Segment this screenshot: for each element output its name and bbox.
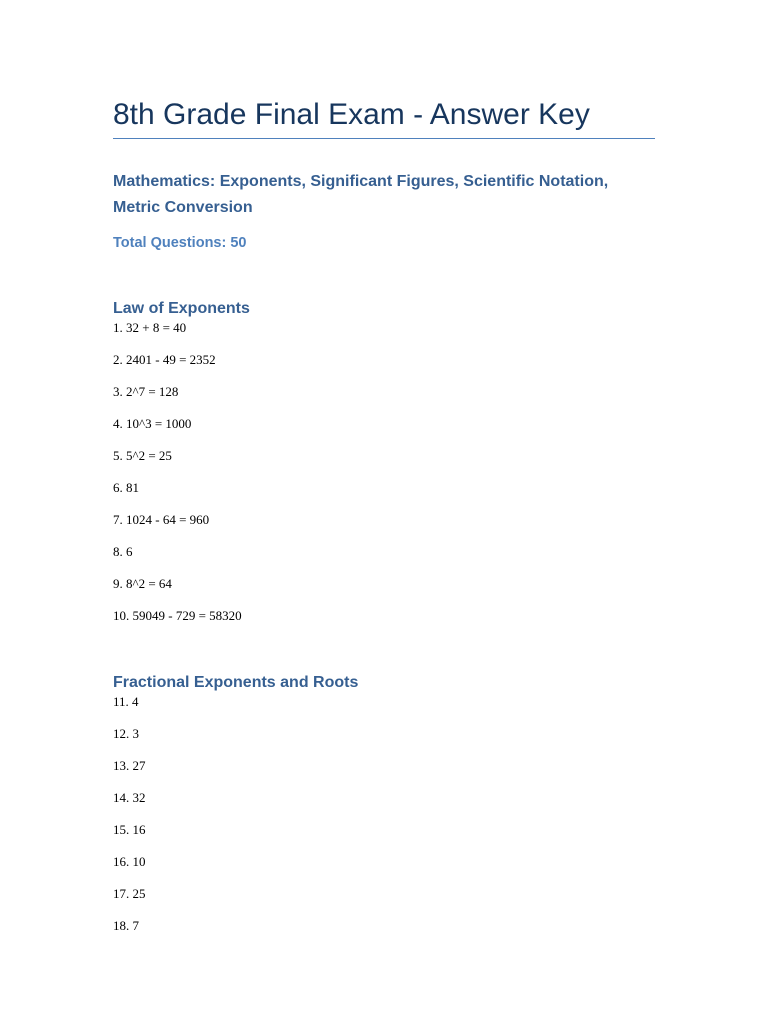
answer-item: 12. 3 <box>113 726 139 741</box>
answer-item: 14. 32 <box>113 790 146 805</box>
answer-item: 7. 1024 - 64 = 960 <box>113 512 210 527</box>
document-subtitle: Mathematics: Exponents, Significant Figures, Scientific Notation, Metric Conversion <box>113 173 609 216</box>
answer-list <box>113 320 655 640</box>
answer-list <box>113 694 655 950</box>
answer-item: 17. 25 <box>113 886 146 901</box>
section-heading: Fractional Exponents and Roots <box>113 674 359 691</box>
answer-item: 1. 32 + 8 = 40 <box>113 320 187 335</box>
answer-item: 15. 16 <box>113 822 146 837</box>
answer-item: 5. 5^2 = 25 <box>113 448 172 463</box>
section-heading: Law of Exponents <box>113 300 250 317</box>
answer-item: 6. 81 <box>113 480 139 495</box>
answer-item: 3. 2^7 = 128 <box>113 384 179 399</box>
answer-item: 18. 7 <box>113 918 139 933</box>
answer-item: 4. 10^3 = 1000 <box>113 416 192 431</box>
section-law-of-exponents <box>113 298 655 640</box>
answer-item: 9. 8^2 = 64 <box>113 576 172 591</box>
total-questions: Total Questions: 50 <box>113 235 247 251</box>
answer-item: 8. 6 <box>113 544 133 559</box>
answer-item: 11. 4 <box>113 694 139 709</box>
answer-item: 10. 59049 - 729 = 58320 <box>113 608 242 623</box>
answer-item: 2. 2401 - 49 = 2352 <box>113 352 216 367</box>
answer-item: 16. 10 <box>113 854 146 869</box>
document-title: 8th Grade Final Exam - Answer Key <box>113 97 655 139</box>
answer-item: 13. 27 <box>113 758 146 773</box>
section-fractional-exponents <box>113 672 655 950</box>
